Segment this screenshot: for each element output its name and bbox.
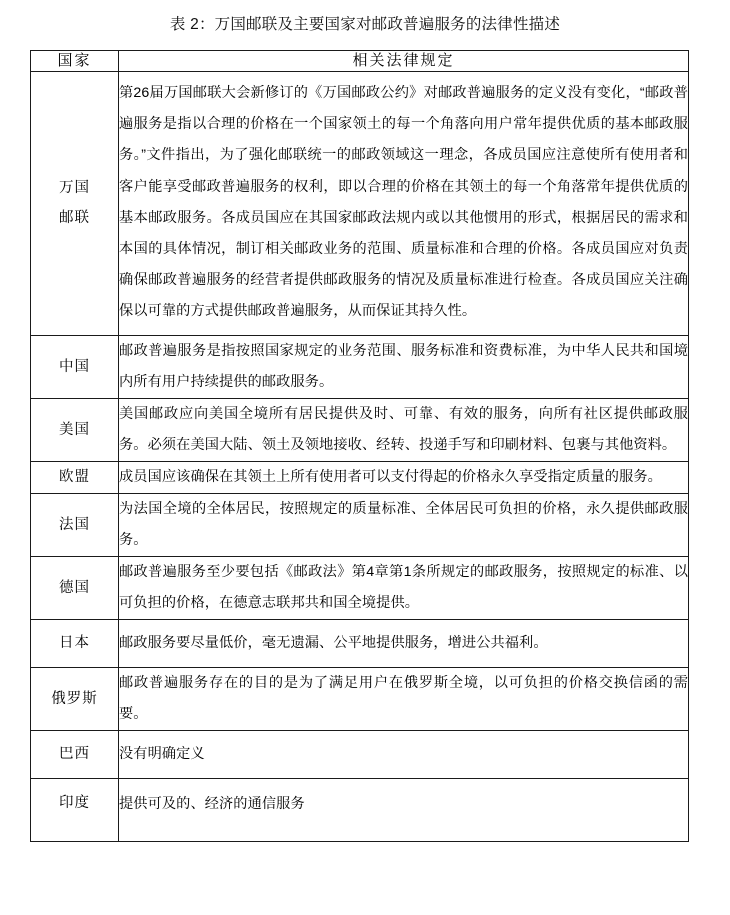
column-header-rule: 相关法律规定 — [119, 51, 689, 72]
cell-rule: 邮政普遍服务是指按照国家规定的业务范围、服务标准和资费标准，为中华人民共和国境内所有用户持续提供的邮政服务。 — [119, 335, 689, 398]
cell-country: 美国 — [31, 398, 119, 461]
country-label-line: 邮联 — [59, 210, 90, 227]
table-row — [31, 493, 689, 556]
country-label-line: 万国 — [59, 180, 90, 197]
cell-country: 日本 — [31, 619, 119, 667]
table-row — [31, 619, 689, 667]
column-header-country: 国家 — [31, 51, 119, 72]
cell-rule: 为法国全境的全体居民，按照规定的质量标准、全体居民可负担的价格，永久提供邮政服务。 — [119, 493, 689, 556]
table-body — [31, 72, 689, 842]
cell-rule: 第26届万国邮联大会新修订的《万国邮政公约》对邮政普遍服务的定义没有变化，“邮政普遍服务是指以合理的价格在一个国家领土的每一个角落向用户常年提供优质的基本邮政服务。”文件指出，为了强化邮联统一的邮政领域这一理念，各成员国应注意使所有使用者和客户能享受邮政普遍服务的权利，即以合理的价格在其领土的每一个角落常年提供优质的基本邮政服务。各成员国应在其国家邮政法规内或以其他惯用的形式，根据居民的需求和本国的具体情况，制订相关邮政业务的范围、质量标准和合理的价格。各成员国应对负责确保邮政普遍服务的经营者提供邮政服务的情况及质量标准进行检查。各成员国应关注确保以可靠的方式提供邮政普遍服务，从而保证其持久性。 — [119, 72, 689, 336]
cell-country: 俄罗斯 — [31, 667, 119, 730]
table-row — [31, 667, 689, 730]
cell-rule: 美国邮政应向美国全境所有居民提供及时、可靠、有效的服务，向所有社区提供邮政服务。必须在美国大陆、领土及领地接收、经转、投递手写和印刷材料、包裹与其他资料。 — [119, 398, 689, 461]
table-row — [31, 398, 689, 461]
table-row — [31, 730, 689, 778]
table-header — [31, 51, 689, 72]
table-container — [30, 50, 688, 842]
table-row — [31, 461, 689, 493]
table-row — [31, 556, 689, 619]
cell-rule: 邮政普遍服务存在的目的是为了满足用户在俄罗斯全境，以可负担的价格交换信函的需要。 — [119, 667, 689, 730]
cell-rule: 邮政服务要尽量低价，毫无遗漏、公平地提供服务，增进公共福利。 — [119, 619, 689, 667]
table-row — [31, 335, 689, 398]
cell-country: 法国 — [31, 493, 119, 556]
cell-country: 中国 — [31, 335, 119, 398]
cell-rule: 提供可及的、经济的通信服务 — [119, 778, 689, 841]
table-row — [31, 778, 689, 841]
cell-rule: 没有明确定义 — [119, 730, 689, 778]
legal-description-table — [30, 50, 689, 842]
cell-country: 欧盟 — [31, 461, 119, 493]
cell-country — [31, 72, 119, 336]
cell-rule: 成员国应该确保在其领土上所有使用者可以支付得起的价格永久享受指定质量的服务。 — [119, 461, 689, 493]
cell-country: 印度 — [31, 778, 119, 841]
cell-country: 巴西 — [31, 730, 119, 778]
table-row — [31, 72, 689, 336]
table-header-row — [31, 51, 689, 72]
cell-rule: 邮政普遍服务至少要包括《邮政法》第4章第1条所规定的邮政服务，按照规定的标准、以可负担的价格，在德意志联邦共和国全境提供。 — [119, 556, 689, 619]
table-caption: 表 2：万国邮联及主要国家对邮政普遍服务的法律性描述 — [169, 16, 561, 33]
cell-country: 德国 — [31, 556, 119, 619]
